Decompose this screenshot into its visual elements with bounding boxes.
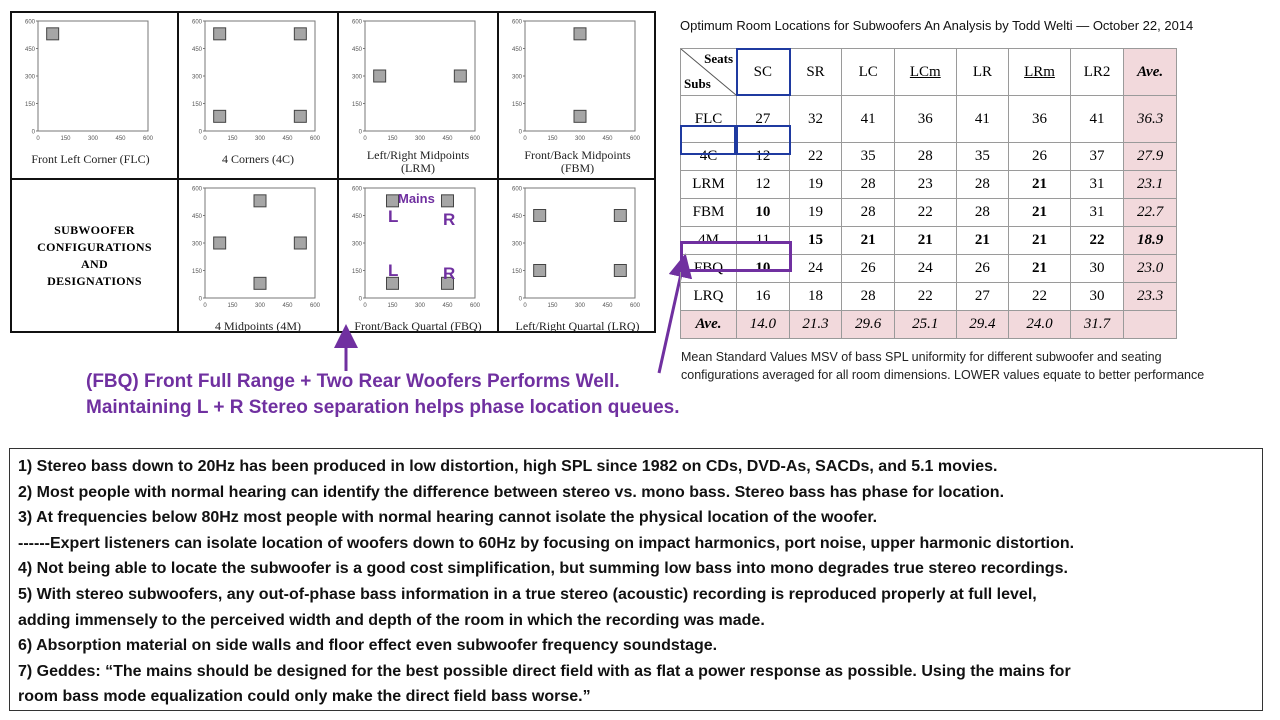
x-tick-label: 300 [87,136,99,142]
table-cell: 28 [842,283,895,311]
table-cell-ave: 23.0 [1124,255,1177,283]
x-tick-label: 150 [547,136,558,142]
table-cell: 22 [1009,283,1071,311]
y-tick-label: 0 [198,129,202,136]
x-tick-label: 150 [227,303,238,309]
table-cell: 22 [895,199,957,227]
y-tick-label: 150 [351,102,362,108]
table-cell: 18 [789,283,842,311]
table-row [681,283,1177,311]
table-cell-ave: 24.0 [1009,311,1071,339]
table-cell: 21 [1009,199,1071,227]
list-item: 7) Geddes: “The mains should be designed for the best possible direct field with as flat a power response as possible. Using the mains for [18,662,1071,680]
sc-column-highlight [736,48,791,96]
x-tick-label: 150 [387,136,398,142]
caption-line: 4 Corners (4C) [222,152,294,166]
y-tick-label: 0 [358,296,362,303]
subs-label: Subs [684,76,711,91]
x-tick-label: 150 [227,136,238,142]
table-cell: 28 [842,171,895,199]
list-item: 3) At frequencies below 80Hz most people with normal hearing cannot isolate the physical location of the woofer. [18,509,878,527]
row-label: 4M [681,227,737,255]
x-tick-label: 450 [602,303,613,309]
caption-line: Left/Right Midpoints [366,148,470,162]
table-cell-ave: 22.7 [1124,199,1177,227]
y-tick-label: 150 [511,102,522,108]
table-cell: 35 [956,143,1009,171]
x-tick-label: 0 [523,136,527,142]
list-item: ------Expert listeners can isolate location of woofers down to 60Hz by focusing on impact harmonics, port noise, upper harmonic distortion. [18,534,1075,552]
table-cell: 19 [789,171,842,199]
x-tick-label: 300 [574,136,586,142]
y-tick-label: 300 [511,74,522,81]
table-cell-ave: 23.1 [1124,171,1177,199]
column-header-ave: Ave. [1124,49,1177,96]
table-cell-ave: 14.0 [737,311,790,339]
y-tick-label: 150 [351,269,362,275]
table-cell: 28 [956,171,1009,199]
table-cell: 36 [1009,96,1071,143]
table-row [681,199,1177,227]
table-cell: 28 [842,199,895,227]
x-tick-label: 450 [602,136,613,142]
table-cell-ave: 36.3 [1124,96,1177,143]
table-cell: 23 [895,171,957,199]
row-label: FBM [681,199,737,227]
table-cell: 10 [737,199,790,227]
y-tick-label: 450 [24,47,35,53]
list-item: 5) With stereo subwoofers, any out-of-phase bass information in a true stereo (acoustic) recording is reproduced properly at full level, [18,585,1037,603]
table-cell-ave: 29.6 [842,311,895,339]
ave-row [681,311,1177,339]
list-item: 4) Not being able to locate the subwoofer is a good cost simplification, but summing low bass into mono degrades true stereo recordings. [18,560,1068,578]
y-tick-label: 300 [191,74,202,81]
table-cell: 41 [842,96,895,143]
table-cell-ave: 29.4 [956,311,1009,339]
table-cell: 22 [789,143,842,171]
y-tick-label: 150 [191,102,202,108]
y-tick-label: 600 [511,19,522,26]
table-cell: 28 [895,143,957,171]
4c-sc-cell-highlight [736,125,791,155]
y-tick-label: 450 [191,214,202,220]
column-header: LC [842,49,895,96]
column-header: LRm [1009,49,1071,96]
y-tick-label: 0 [198,296,202,303]
x-tick-label: 0 [523,303,527,309]
x-tick-label: 0 [363,303,367,309]
y-tick-label: 600 [24,19,35,26]
msv-note: Mean Standard Values MSV of bass SPL uniformity for different subwoofer and seating configurations averaged for all room dimensions. LOWER values equate to better performance [681,350,1205,382]
notes-list [9,448,1263,711]
table-cell: 26 [842,255,895,283]
table-cell: 32 [789,96,842,143]
table-cell: 37 [1070,143,1123,171]
table-cell: 24 [895,255,957,283]
table-cell: 11 [737,227,790,255]
y-tick-label: 450 [191,47,202,53]
y-tick-label: 0 [358,129,362,136]
y-tick-label: 300 [191,241,202,248]
table-cell: 26 [956,255,1009,283]
x-tick-label: 600 [142,136,154,142]
y-tick-label: 600 [191,186,202,193]
y-tick-label: 150 [511,269,522,275]
seats-label: Seats [704,51,733,66]
table-cell: 10 [737,255,790,283]
list-item: room bass mode equalization could only make the direct field bass worse.” [18,688,591,706]
y-tick-label: 300 [351,241,362,248]
table-title: Optimum Room Locations for Subwoofers An Analysis by Todd Welti — October 22, 2014 [680,18,1194,33]
caption-line: 4 Midpoints (4M) [214,319,301,333]
list-item: 1) Stereo bass down to 20Hz has been produced in low distortion, high SPL since 1982 on CDs, DVD-As, SACDs, and 5.1 movies. [18,458,998,475]
y-tick-label: 450 [511,214,522,220]
table-cell: 21 [1009,171,1071,199]
list-item: 6) Absorption material on side walls and floor effect even subwoofer frequency soundstage. [18,637,718,655]
x-tick-label: 0 [363,136,367,142]
x-tick-label: 600 [469,303,481,309]
row-label: LRM [681,171,737,199]
y-tick-label: 0 [518,129,522,136]
table-cell: 16 [737,283,790,311]
x-tick-label: 300 [574,303,586,309]
right-main-label: R [443,210,456,229]
y-tick-label: 300 [24,74,35,81]
x-tick-label: 300 [254,303,266,309]
y-tick-label: 0 [518,296,522,303]
table-cell-empty [1124,311,1177,339]
x-tick-label: 450 [282,136,293,142]
y-tick-label: 450 [351,47,362,53]
table-cell: 21 [1009,227,1071,255]
caption-line: Front/Back Midpoints [524,148,631,162]
list-item: 2) Most people with normal hearing can identify the difference between stereo vs. mono bass. Stereo bass has phase for location. [18,483,1005,501]
x-tick-label: 600 [629,136,641,142]
column-header: SR [789,49,842,96]
y-tick-label: 600 [191,19,202,26]
row-label: 4C [681,143,737,171]
table-cell: 28 [956,199,1009,227]
row-label: Ave. [681,311,737,339]
y-tick-label: 0 [31,129,35,136]
table-cell: 27 [737,96,790,143]
y-tick-label: 150 [24,102,35,108]
x-tick-label: 450 [442,303,453,309]
table-cell: 31 [1070,171,1123,199]
x-tick-label: 450 [115,136,126,142]
x-tick-label: 600 [469,136,481,142]
table-cell: 21 [895,227,957,255]
table-cell: 41 [956,96,1009,143]
table-cell-ave: 23.3 [1124,283,1177,311]
mains-label: Mains [398,191,435,206]
y-tick-label: 600 [351,186,362,193]
column-header: SC [737,49,790,96]
table-cell: 21 [956,227,1009,255]
table-cell: 26 [1009,143,1071,171]
table-cell-ave: 27.9 [1124,143,1177,171]
list-item: adding immensely to the perceived width and depth of the room in which the recording was made. [18,611,765,629]
row-label: FLC [681,96,737,143]
y-tick-label: 600 [511,186,522,193]
table-cell: 19 [789,199,842,227]
table-cell: 22 [895,283,957,311]
table-cell: 30 [1070,283,1123,311]
fbq-callout: (FBQ) Front Full Range + Two Rear Woofers Performs Well. Maintaining L + R Stereo separation helps phase location queues. [86,371,680,418]
4c-row-highlight [680,125,736,155]
x-tick-label: 0 [203,136,207,142]
y-tick-label: 450 [351,214,362,220]
table-cell: 21 [1009,255,1071,283]
x-tick-label: 300 [414,303,426,309]
table-cell-ave: 18.9 [1124,227,1177,255]
caption-line: Front/Back Quartal (FBQ) [354,319,482,333]
table-cell: 21 [842,227,895,255]
table-cell: 35 [842,143,895,171]
x-tick-label: 450 [442,136,453,142]
y-tick-label: 450 [511,47,522,53]
caption-line: Front Left Corner (FLC) [31,152,150,166]
table-cell: 41 [1070,96,1123,143]
table-cell-ave: 31.7 [1070,311,1123,339]
x-tick-label: 300 [254,136,266,142]
row-label: FBQ [681,255,737,283]
table-cell: 22 [1070,227,1123,255]
y-tick-label: 150 [191,269,202,275]
table-cell-ave: 21.3 [789,311,842,339]
table-cell: 30 [1070,255,1123,283]
x-tick-label: 150 [60,136,71,142]
y-tick-label: 300 [511,241,522,248]
column-header: LCm [895,49,957,96]
x-tick-label: 600 [309,303,321,309]
left-sub-label: L [388,261,399,280]
table-cell: 36 [895,96,957,143]
table-row [681,171,1177,199]
x-tick-label: 450 [282,303,293,309]
table-cell: 15 [789,227,842,255]
right-sub-label: R [443,264,456,283]
x-tick-label: 150 [387,303,398,309]
table-cell: 12 [737,143,790,171]
designations-label: SUBWOOFER CONFIGURATIONS AND DESIGNATIONS [37,222,152,288]
y-tick-label: 300 [351,74,362,81]
table-cell: 24 [789,255,842,283]
caption-line: Left/Right Quartal (LRQ) [515,319,640,333]
fbq-row-highlight [680,241,792,272]
y-tick-label: 600 [351,19,362,26]
table-cell: 31 [1070,199,1123,227]
x-tick-label: 0 [36,136,40,142]
table-cell: 27 [956,283,1009,311]
x-tick-label: 600 [309,136,321,142]
column-header: LR2 [1070,49,1123,96]
x-tick-label: 0 [203,303,207,309]
row-label: LRQ [681,283,737,311]
caption-line: (LRM) [401,161,435,175]
left-main-label: L [388,207,399,226]
x-tick-label: 600 [629,303,641,309]
corner-header [681,49,737,96]
x-tick-label: 300 [414,136,426,142]
table-cell-ave: 25.1 [895,311,957,339]
caption-line: (FBM) [560,161,595,175]
column-header: LR [956,49,1009,96]
x-tick-label: 150 [547,303,558,309]
table-cell: 12 [737,171,790,199]
